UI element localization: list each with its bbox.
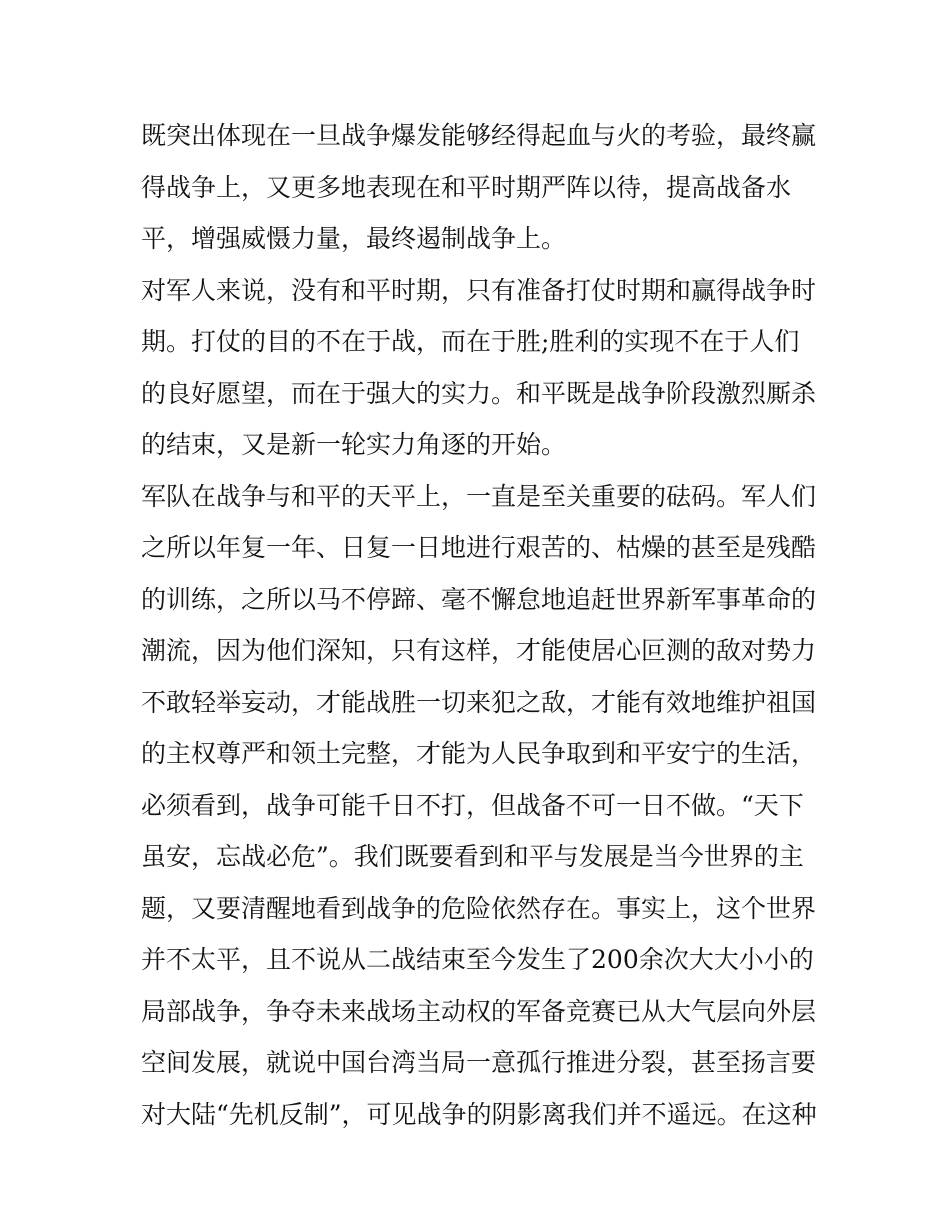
text-line: 必须看到，战争可能千日不打，但战备不可一日不做。“天下 — [141, 790, 804, 820]
text-line: 的主权尊严和领土完整，才能为人民争取到和平安宁的生活， — [141, 739, 817, 768]
text-line: 的结束，又是新一轮实力角逐的开始。 — [141, 430, 567, 459]
text-line: 对大陆“先机反制”，可见战争的阴影离我们并不遥远。在这种 — [141, 1099, 817, 1129]
text-line: 期。打仗的目的不在于战，而在于胜;胜利的实现不在于人们 — [141, 327, 800, 356]
text-line: 局部战争，争夺未来战场主动权的军备竞赛已从大气层向外层 — [141, 996, 817, 1026]
text-line: 虽安，忘战必危”。我们既要看到和平与发展是当今世界的主 — [141, 842, 804, 871]
text-line: 平，增强威慑力量，最终遏制战争上。 — [141, 224, 567, 253]
text-line: 潮流，因为他们深知，只有这样，才能使居心叵测的敌对势力 — [141, 636, 817, 665]
text-line: 并不太平，且不说从二战结束至今发生了200余次大大小小的 — [141, 945, 814, 974]
text-line: 之所以年复一年、日复一日地进行艰苦的、枯燥的甚至是残酷 — [141, 533, 817, 562]
text-line: 军队在战争与和平的天平上，一直是至关重要的砝码。军人们 — [141, 481, 817, 511]
text-line: 题，又要清醒地看到战争的危险依然存在。事实上，这个世界 — [141, 893, 817, 923]
text-line: 不敢轻举妄动，才能战胜一切来犯之敌，才能有效地维护祖国 — [141, 687, 817, 717]
text-line: 对军人来说，没有和平时期，只有准备打仗时期和赢得战争时 — [141, 275, 817, 305]
text-line: 的良好愿望，而在于强大的实力。和平既是战争阶段激烈厮杀 — [141, 378, 817, 408]
text-line: 得战争上，又更多地表现在和平时期严阵以待，提高战备水 — [141, 172, 792, 202]
text-line: 空间发展，就说中国台湾当局一意孤行推进分裂，甚至扬言要 — [141, 1048, 817, 1077]
body-text — [141, 110, 821, 1140]
text-line: 的训练，之所以马不停蹄、毫不懈怠地追赶世界新军事革命的 — [141, 584, 817, 614]
text-line: 既突出体现在一旦战争爆发能够经得起血与火的考验，最终赢 — [141, 121, 817, 150]
